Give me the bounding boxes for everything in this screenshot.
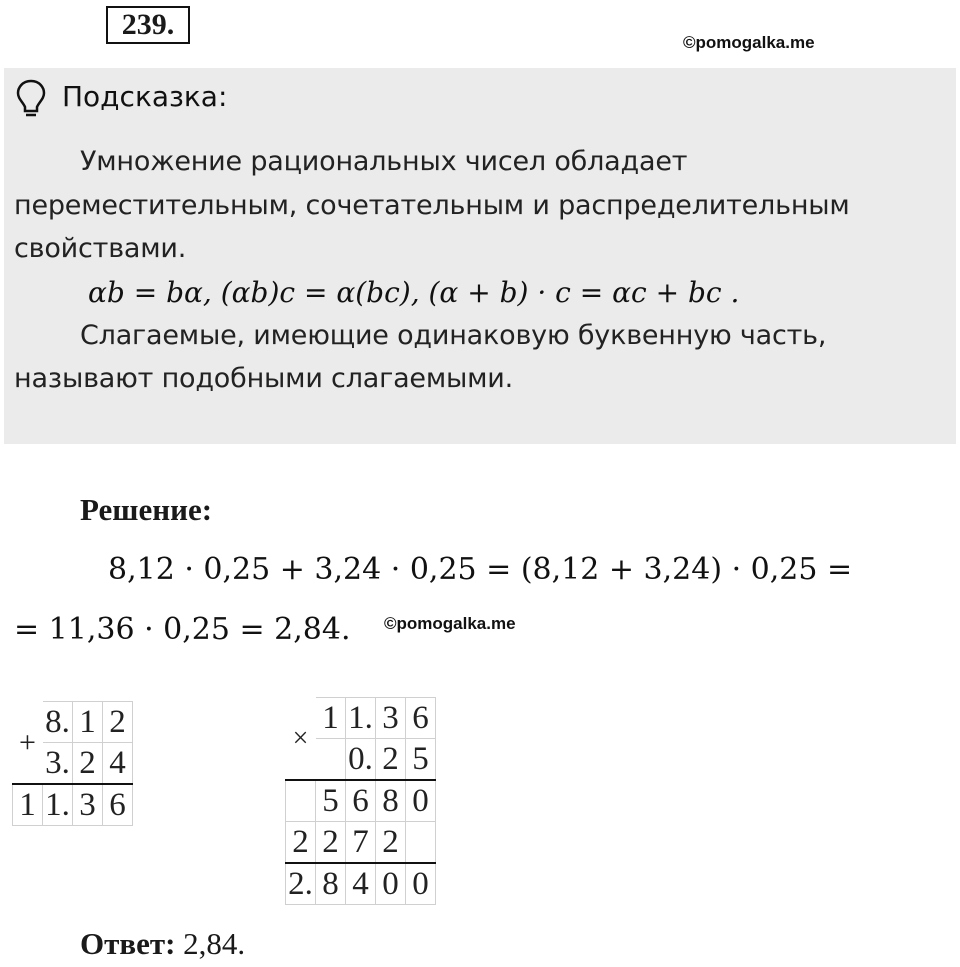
grid-cell: 0 xyxy=(406,863,436,905)
grid-cell: 8 xyxy=(316,863,346,905)
lightbulb-icon xyxy=(14,78,48,118)
grid-cell: 1 xyxy=(13,784,43,826)
grid-cell: 2. xyxy=(286,863,316,905)
grid-cell: 2 xyxy=(376,739,406,781)
hint-line-3: свойствами. xyxy=(14,233,187,264)
answer xyxy=(80,926,245,962)
grid-cell: 6 xyxy=(406,698,436,739)
answer-value: 2,84. xyxy=(183,926,246,961)
grid-cell xyxy=(316,739,346,781)
grid-cell: 1 xyxy=(316,698,346,739)
grid-cell: 3 xyxy=(376,698,406,739)
answer-label: Ответ: xyxy=(80,926,176,961)
equation-line-2: = 11,36 · 0,25 = 2,84. xyxy=(14,612,351,647)
grid-cell: 6 xyxy=(103,784,133,826)
grid-cell: 3 xyxy=(73,784,103,826)
grid-cell: 8. xyxy=(43,702,73,743)
multiply-sign: × xyxy=(286,698,316,781)
grid-cell: 4 xyxy=(346,863,376,905)
addition-grid xyxy=(12,701,133,826)
grid-cell: 0 xyxy=(406,780,436,822)
grid-cell: 8 xyxy=(376,780,406,822)
grid-cell: 5 xyxy=(316,780,346,822)
properties-formula: αb = bα, (αb)c = α(bc), (α + b) · c = αc + bc . xyxy=(88,276,740,309)
grid-cell: 0 xyxy=(376,863,406,905)
grid-cell: 2 xyxy=(286,822,316,864)
grid-cell: 2 xyxy=(376,822,406,864)
grid-cell: 6 xyxy=(346,780,376,822)
grid-cell: 2 xyxy=(103,702,133,743)
grid-cell: 2 xyxy=(316,822,346,864)
hint-line-2: переместительным, сочетательным и распределительным xyxy=(14,190,850,221)
hint-line-1: Умножение рациональных чисел обладает xyxy=(80,146,688,177)
grid-cell xyxy=(286,780,316,822)
grid-cell: 2 xyxy=(73,743,103,785)
watermark: ©pomogalka.me xyxy=(384,614,516,633)
grid-cell: 5 xyxy=(406,739,436,781)
grid-cell: 4 xyxy=(103,743,133,785)
grid-cell: 1. xyxy=(43,784,73,826)
grid-cell xyxy=(406,822,436,864)
watermark: ©pomogalka.me xyxy=(683,33,815,52)
multiplication-grid xyxy=(285,697,436,905)
grid-cell: 3. xyxy=(43,743,73,785)
hint-line-4: Слагаемые, имеющие одинаковую буквенную часть, xyxy=(80,320,827,351)
solution-title: Решение: xyxy=(80,492,213,527)
equation-line-1: 8,12 · 0,25 + 3,24 · 0,25 = (8,12 + 3,24) · 0,25 = xyxy=(108,552,853,587)
grid-cell: 0. xyxy=(346,739,376,781)
task-number: 239. xyxy=(106,6,190,44)
grid-cell: 7 xyxy=(346,822,376,864)
grid-cell: 1 xyxy=(73,702,103,743)
hint-line-5: называют подобными слагаемыми. xyxy=(14,363,514,394)
plus-sign: + xyxy=(13,702,43,785)
hint-title: Подсказка: xyxy=(62,80,228,113)
grid-cell: 1. xyxy=(346,698,376,739)
